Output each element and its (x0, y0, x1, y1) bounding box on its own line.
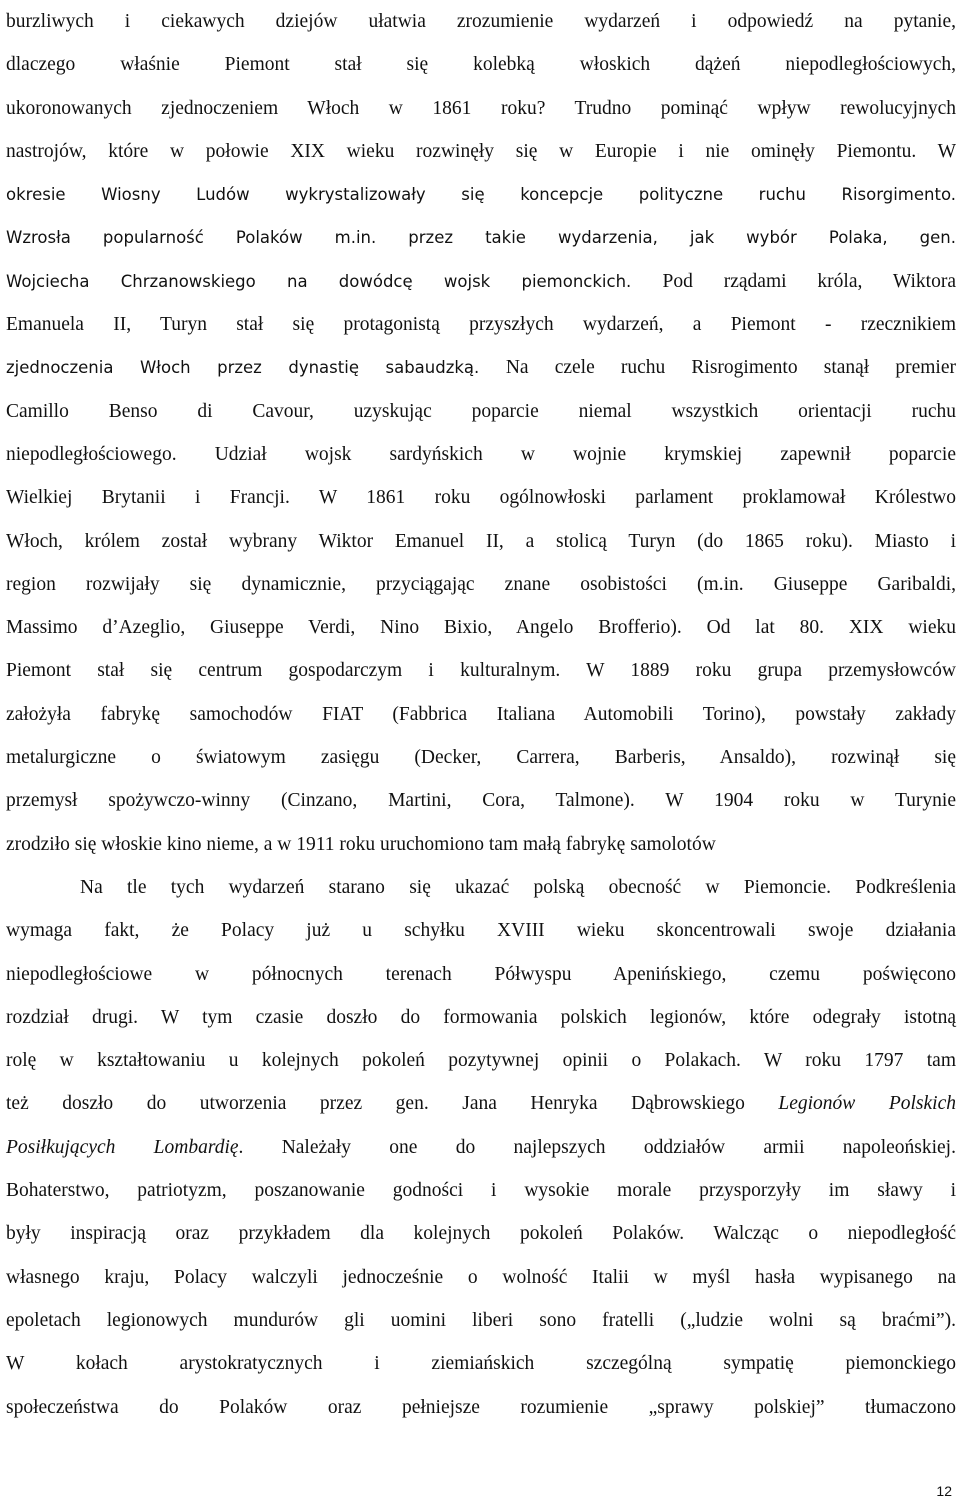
text-segment: nastrojów, które w połowie XIX wieku rozwinęły się w Europie i nie ominęły Piemontu. W (6, 140, 956, 162)
text-line (6, 303, 956, 346)
text-segment: Emanuela II, Turyn stał się protagonistą przyszłych wydarzeń, a Piemont - rzecznikiem (6, 314, 956, 336)
text-segment: Wzrosła popularność Polaków m.in. przez takie wydarzenia, jak wybór Polaka, gen. (6, 228, 956, 248)
text-segment: niepodległościowego. Udział wojsk sardyńskich w wojnie krymskiej zapewnił poparcie (6, 443, 956, 465)
text-line (6, 953, 956, 996)
italic-text-segment: Legionów Polskich (778, 1093, 957, 1115)
text-segment: zjednoczenia Włoch przez dynastię sabaudzką. (6, 358, 506, 378)
text-line (6, 1386, 956, 1429)
text-line (6, 606, 956, 649)
text-segment: Na tle tych wydarzeń starano się ukazać polską obecność w Piemoncie. Podkreślenia (80, 876, 956, 898)
text-segment: region rozwijały się dynamicznie, przyciągając znane osobistości (m.in. Giuseppe Garibaldi, (6, 573, 956, 595)
text-segment: Massimo d’Azeglio, Giuseppe Verdi, Nino Bixio, Angelo Brofferio). Od lat 80. XIX wieku (6, 617, 956, 639)
text-line (6, 779, 956, 822)
text-segment: Bohaterstwo, patriotyzm, poszanowanie godności i wysokie morale przysporzyły im sławy i (6, 1180, 956, 1202)
text-segment: rozdział drugi. W tym czasie doszło do formowania polskich legionów, które odegrały istotną (6, 1006, 956, 1028)
text-segment: dlaczego właśnie Piemont stał się kolebką włoskich dążeń niepodległościowych, (6, 54, 956, 76)
text-line (6, 43, 956, 86)
text-line (6, 0, 956, 43)
text-segment: Camillo Benso di Cavour, uzyskując poparcie niemal wszystkich orientacji ruchu (6, 400, 956, 422)
text-line (6, 823, 956, 866)
text-segment: ukoronowanych zjednoczeniem Włoch w 1861 roku? Trudno pominąć wpływ rewolucyjnych (6, 97, 956, 119)
document-page (6, 0, 956, 1429)
text-line (6, 1039, 956, 1082)
text-segment: były inspiracją oraz przykładem dla kolejnych pokoleń Polaków. Walcząc o niepodległość (6, 1223, 956, 1245)
text-line (6, 216, 956, 259)
text-line (6, 433, 956, 476)
text-segment: wymaga fakt, że Polacy już u schyłku XVIII wieku skoncentrowali swoje działania (6, 920, 956, 942)
text-segment: burzliwych i ciekawych dziejów ułatwia zrozumienie wydarzeń i odpowiedź na pytanie, (6, 11, 956, 32)
text-segment: społeczeństwa do Polaków oraz pełniejsze rozumienie „sprawy polskiej” tłumaczono (6, 1396, 956, 1418)
text-line (6, 996, 956, 1039)
text-line (6, 87, 956, 130)
text-line (6, 476, 956, 519)
text-segment: Wielkiej Brytanii i Francji. W 1861 roku ogólnowłoski parlament proklamował Królestwo (6, 487, 956, 509)
text-segment: okresie Wiosny Ludów wykrystalizowały się koncepcje polityczne ruchu Risorgimento. (6, 185, 956, 205)
text-segment: przemysł spożywczo-winny (Cinzano, Martini, Cora, Talmone). W 1904 roku w Turynie (6, 790, 956, 812)
text-segment: też doszło do utworzenia przez gen. Jana Henryka Dąbrowskiego (6, 1093, 779, 1115)
text-line (6, 390, 956, 433)
text-line (6, 1342, 956, 1385)
text-line (6, 1299, 956, 1342)
text-segment: niepodległościowe w północnych terenach Półwyspu Apenińskiego, czemu poświęcono (6, 963, 956, 985)
text-line (6, 130, 956, 173)
text-line (6, 736, 956, 779)
text-segment: zrodziło się włoskie kino nieme, a w 1911 roku uruchomiono tam małą fabrykę samolotów (6, 833, 716, 855)
text-line (6, 909, 956, 952)
text-segment: metalurgiczne o światowym zasięgu (Decker, Carrera, Barberis, Ansaldo), rozwinął się (6, 747, 956, 769)
text-segment: W kołach arystokratycznych i ziemiańskich szczególną sympatię piemonckiego (6, 1353, 956, 1375)
text-segment: Wojciecha Chrzanowskiego na dowódcę wojsk piemonckich. (6, 271, 663, 291)
text-segment: rolę w kształtowaniu u kolejnych pokoleń pozytywnej opinii o Polakach. W roku 1797 tam (6, 1050, 956, 1072)
text-segment: własnego kraju, Polacy walczyli jednocześnie o wolność Italii w myśl hasła wypisanego na (6, 1266, 956, 1288)
text-line (6, 173, 956, 216)
text-segment: Na czele ruchu Risrogimento stanął premier (505, 357, 956, 379)
text-line (6, 563, 956, 606)
text-line (6, 1256, 956, 1299)
text-segment: Pod rządami króla, Wiktora (662, 270, 956, 292)
text-segment: założyła fabrykę samochodów FIAT (Fabbrica Italiana Automobili Torino), powstały zakłady (6, 703, 956, 725)
page-number: 12 (936, 1483, 952, 1499)
text-line (6, 1126, 956, 1169)
text-line (6, 520, 956, 563)
text-line (6, 866, 956, 909)
text-line (6, 1169, 956, 1212)
text-segment: epoletach legionowych mundurów gli uomini liberi sono fratelli („ludzie wolni są braćmi”). (6, 1309, 956, 1331)
text-line (6, 649, 956, 692)
text-line (6, 1082, 956, 1125)
text-segment: Piemont stał się centrum gospodarczym i kulturalnym. W 1889 roku grupa przemysłowców (6, 660, 956, 682)
text-line (6, 1212, 956, 1255)
text-line (6, 693, 956, 736)
italic-text-segment: Posiłkujących Lombardię (6, 1136, 239, 1158)
text-line (6, 260, 956, 303)
text-line (6, 346, 956, 389)
text-segment: Włoch, królem został wybrany Wiktor Emanuel II, a stolicą Turyn (do 1865 roku). Miasto i (6, 530, 956, 552)
text-segment: . Należały one do najlepszych oddziałów armii napoleońskiej. (238, 1136, 956, 1158)
